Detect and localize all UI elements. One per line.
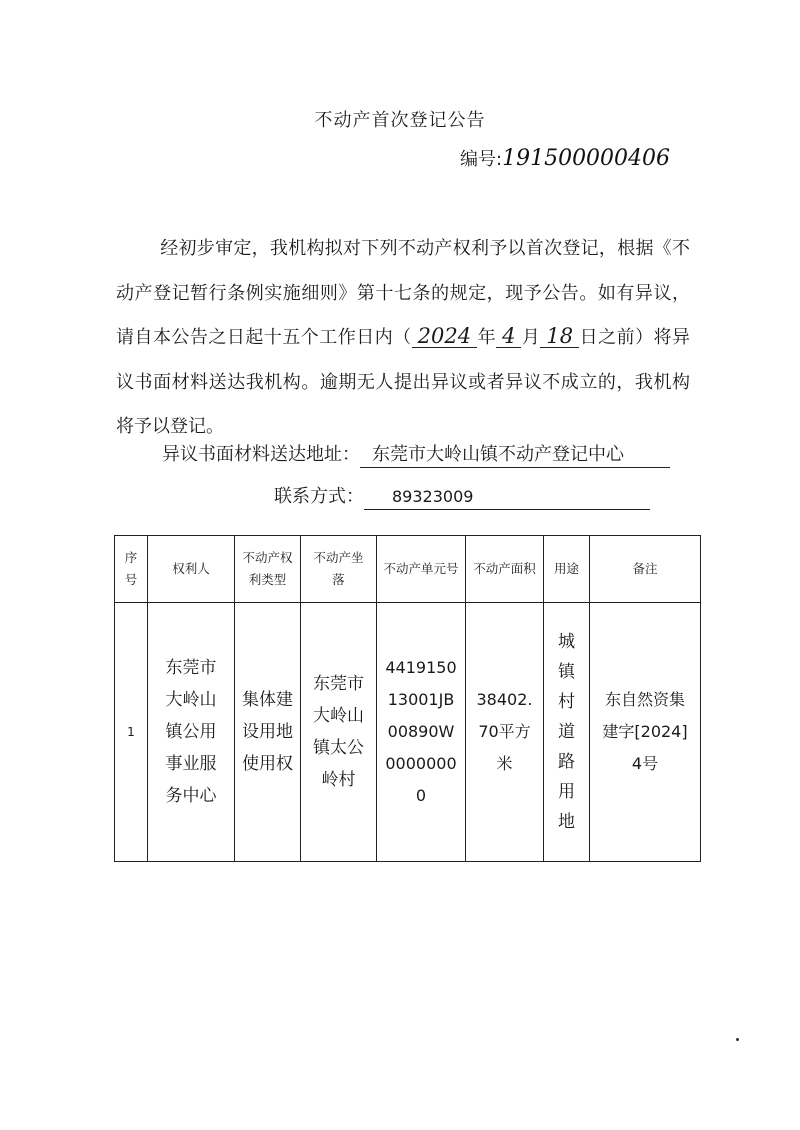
table-row: [115, 603, 701, 862]
registration-table: [114, 535, 701, 862]
page-title: 不动产首次登记公告: [314, 110, 486, 131]
address-value: 东莞市大岭山镇不动产登记中心: [360, 443, 670, 468]
header-location: 不动产坐落: [301, 536, 377, 603]
contact-info: [274, 482, 650, 510]
cell-usage: 城镇村道路用地: [544, 603, 590, 862]
table-header-row: [115, 536, 701, 603]
notice-paragraph: [116, 227, 690, 450]
cell-unit-no: 441915013001JB00890W00000000: [377, 603, 466, 862]
header-usage: 用途: [544, 536, 590, 603]
paragraph-text-1: 经初步审定，我机构拟对下列不动产权利予以首次登记，根据《不动产登记暂行条例实施细则》第十七条的规定，现予公告。如有异议，请自本公告之日起十五个工作日内（: [116, 238, 690, 348]
doc-number: [460, 145, 670, 171]
month-unit: 月: [521, 327, 541, 348]
cell-right-type: 集体建设用地使用权: [235, 603, 301, 862]
address-label: 异议书面材料送达地址：: [162, 444, 360, 465]
header-index: 序号: [115, 536, 148, 603]
header-holder: 权利人: [148, 536, 235, 603]
header-remark: 备注: [590, 536, 701, 603]
year-unit: 年: [477, 327, 497, 348]
header-area: 不动产面积: [466, 536, 544, 603]
cell-remark: 东自然资集建字[2024]4号: [590, 603, 701, 862]
contact-value: 89323009: [364, 485, 650, 510]
header-unit-no: 不动产单元号: [377, 536, 466, 603]
scan-speck: [736, 1038, 739, 1041]
cell-index: 1: [115, 603, 148, 862]
header-right-type: 不动产权利类型: [235, 536, 301, 603]
objection-address: [162, 440, 670, 468]
cell-area: 38402.70平方米: [466, 603, 544, 862]
doc-number-value: 191500000406: [502, 146, 671, 171]
doc-number-label: 编号:: [460, 149, 503, 170]
cell-location: 东莞市大岭山镇太公岭村: [301, 603, 377, 862]
deadline-month: 4: [496, 325, 521, 348]
contact-label: 联系方式：: [274, 486, 364, 507]
deadline-year: 2024: [412, 325, 477, 348]
cell-holder: 东莞市大岭山镇公用事业服务中心: [148, 603, 235, 862]
paragraph-text-2: 日之前）将异议书面材料送达我机构。逾期无人提出异议或者异议不成立的，我机构将予以登记。: [116, 327, 691, 437]
deadline-day: 18: [540, 325, 579, 348]
